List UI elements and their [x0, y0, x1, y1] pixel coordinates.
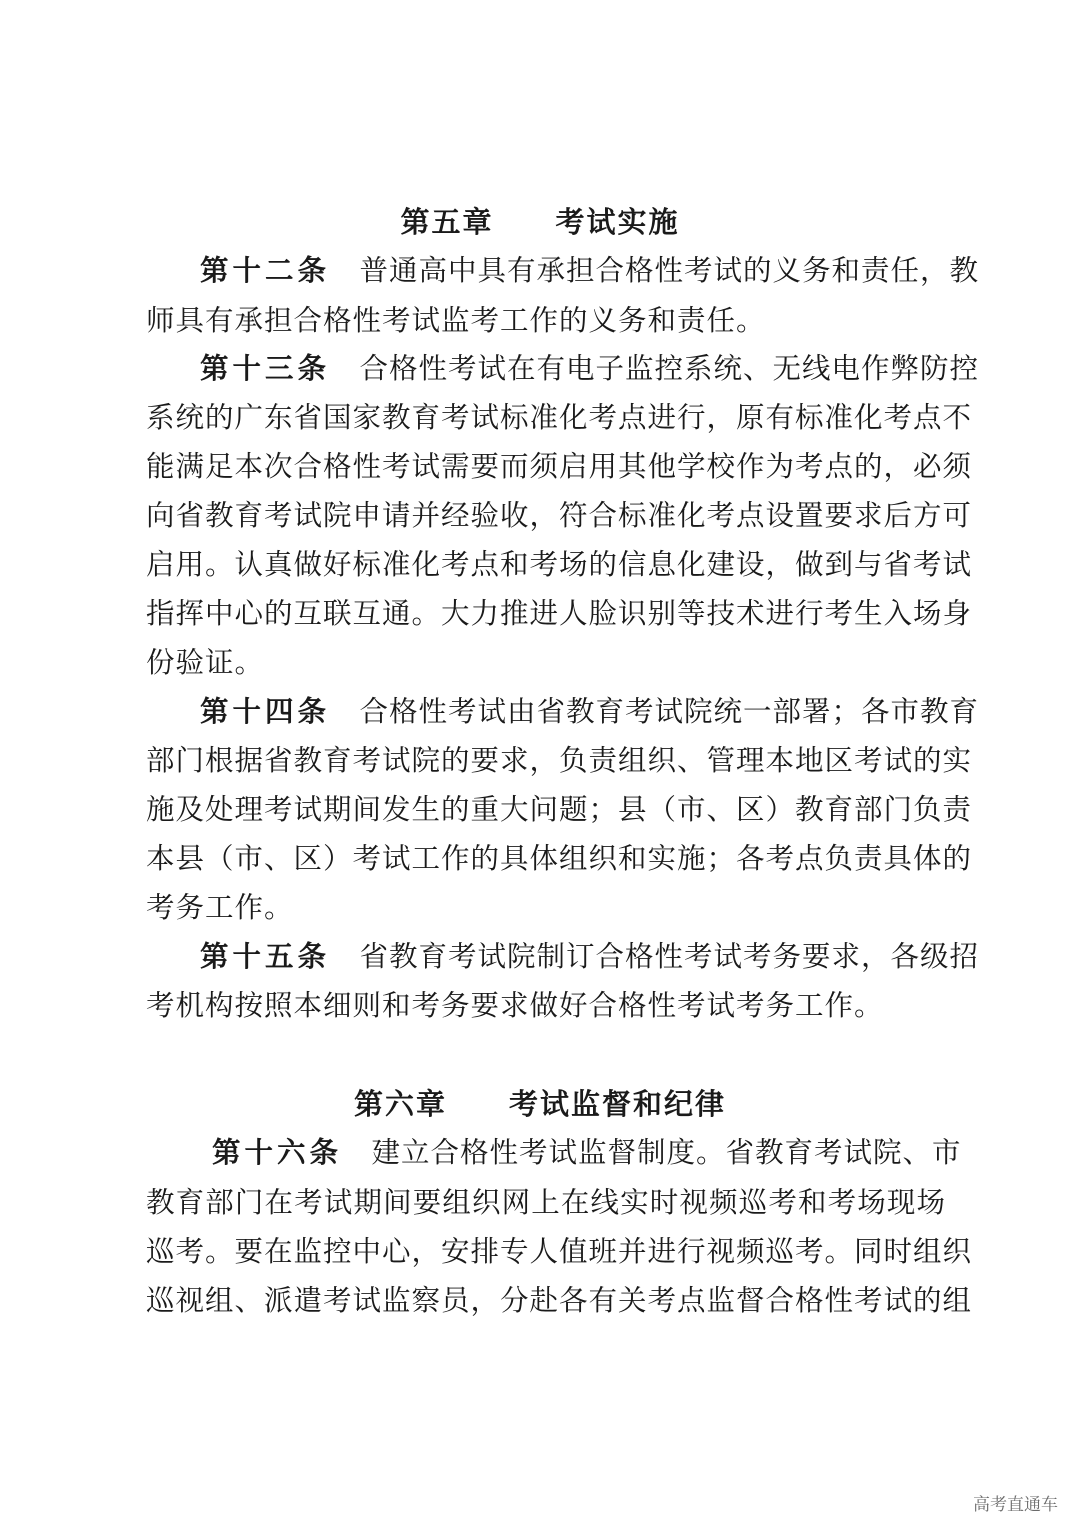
article-14-line-1: 第十四条 合格性考试由省教育考试院统一部署；各市教育	[200, 695, 980, 728]
article-15-label: 第十五条	[200, 940, 331, 973]
article-12-line-1: 第十二条 普通高中具有承担合格性考试的义务和责任，教	[200, 254, 980, 287]
article-14-line-5: 考务工作。	[146, 891, 294, 924]
watermark: 高考直通车	[973, 1495, 1058, 1515]
article-16-line-4: 巡视组、派遣考试监察员，分赴各有关考点监督合格性考试的组	[146, 1284, 973, 1317]
article-15-line-1: 第十五条 省教育考试院制订合格性考试考务要求，各级招	[200, 940, 980, 973]
article-13-line-7: 份验证。	[146, 646, 265, 679]
article-14-line-3: 施及处理考试期间发生的重大问题；县（市、区）教育部门负责	[146, 793, 973, 826]
article-12-label: 第十二条	[200, 254, 331, 287]
article-16-line-1: 第十六条 建立合格性考试监督制度。省教育考试院、市	[212, 1136, 962, 1169]
article-13-line-2: 系统的广东省国家教育考试标准化考点进行，原有标准化考点不	[146, 401, 973, 434]
article-13-line-4: 向省教育考试院申请并经验收，符合标准化考点设置要求后方可	[146, 499, 973, 532]
article-13-line-3: 能满足本次合格性考试需要而须启用其他学校作为考点的，必须	[146, 450, 973, 483]
article-14-line-2: 部门根据省教育考试院的要求，负责组织、管理本地区考试的实	[146, 744, 973, 777]
article-14-label: 第十四条	[200, 695, 331, 728]
article-16-label: 第十六条	[212, 1136, 343, 1169]
article-13-line-1: 第十三条 合格性考试在有电子监控系统、无线电作弊防控	[200, 352, 980, 385]
article-16-line-3: 巡考。要在监控中心，安排专人值班并进行视频巡考。同时组织	[146, 1235, 973, 1268]
article-12-line-2: 师具有承担合格性考试监考工作的义务和责任。	[146, 304, 766, 337]
article-13-line-5: 启用。认真做好标准化考点和考场的信息化建设，做到与省考试	[146, 548, 973, 581]
chapter-5-title: 第五章 考试实施	[400, 205, 680, 239]
article-16-line-2: 教育部门在考试期间要组织网上在线实时视频巡考和考场现场	[146, 1186, 946, 1219]
chapter-6-title: 第六章 考试监督和纪律	[353, 1087, 726, 1121]
article-14-line-4: 本县（市、区）考试工作的具体组织和实施；各考点负责具体的	[146, 842, 973, 875]
article-15-line-2: 考机构按照本细则和考务要求做好合格性考试考务工作。	[146, 989, 884, 1022]
article-13-line-6: 指挥中心的互联互通。大力推进人脸识别等技术进行考生入场身	[146, 597, 973, 630]
article-13-label: 第十三条	[200, 352, 331, 385]
